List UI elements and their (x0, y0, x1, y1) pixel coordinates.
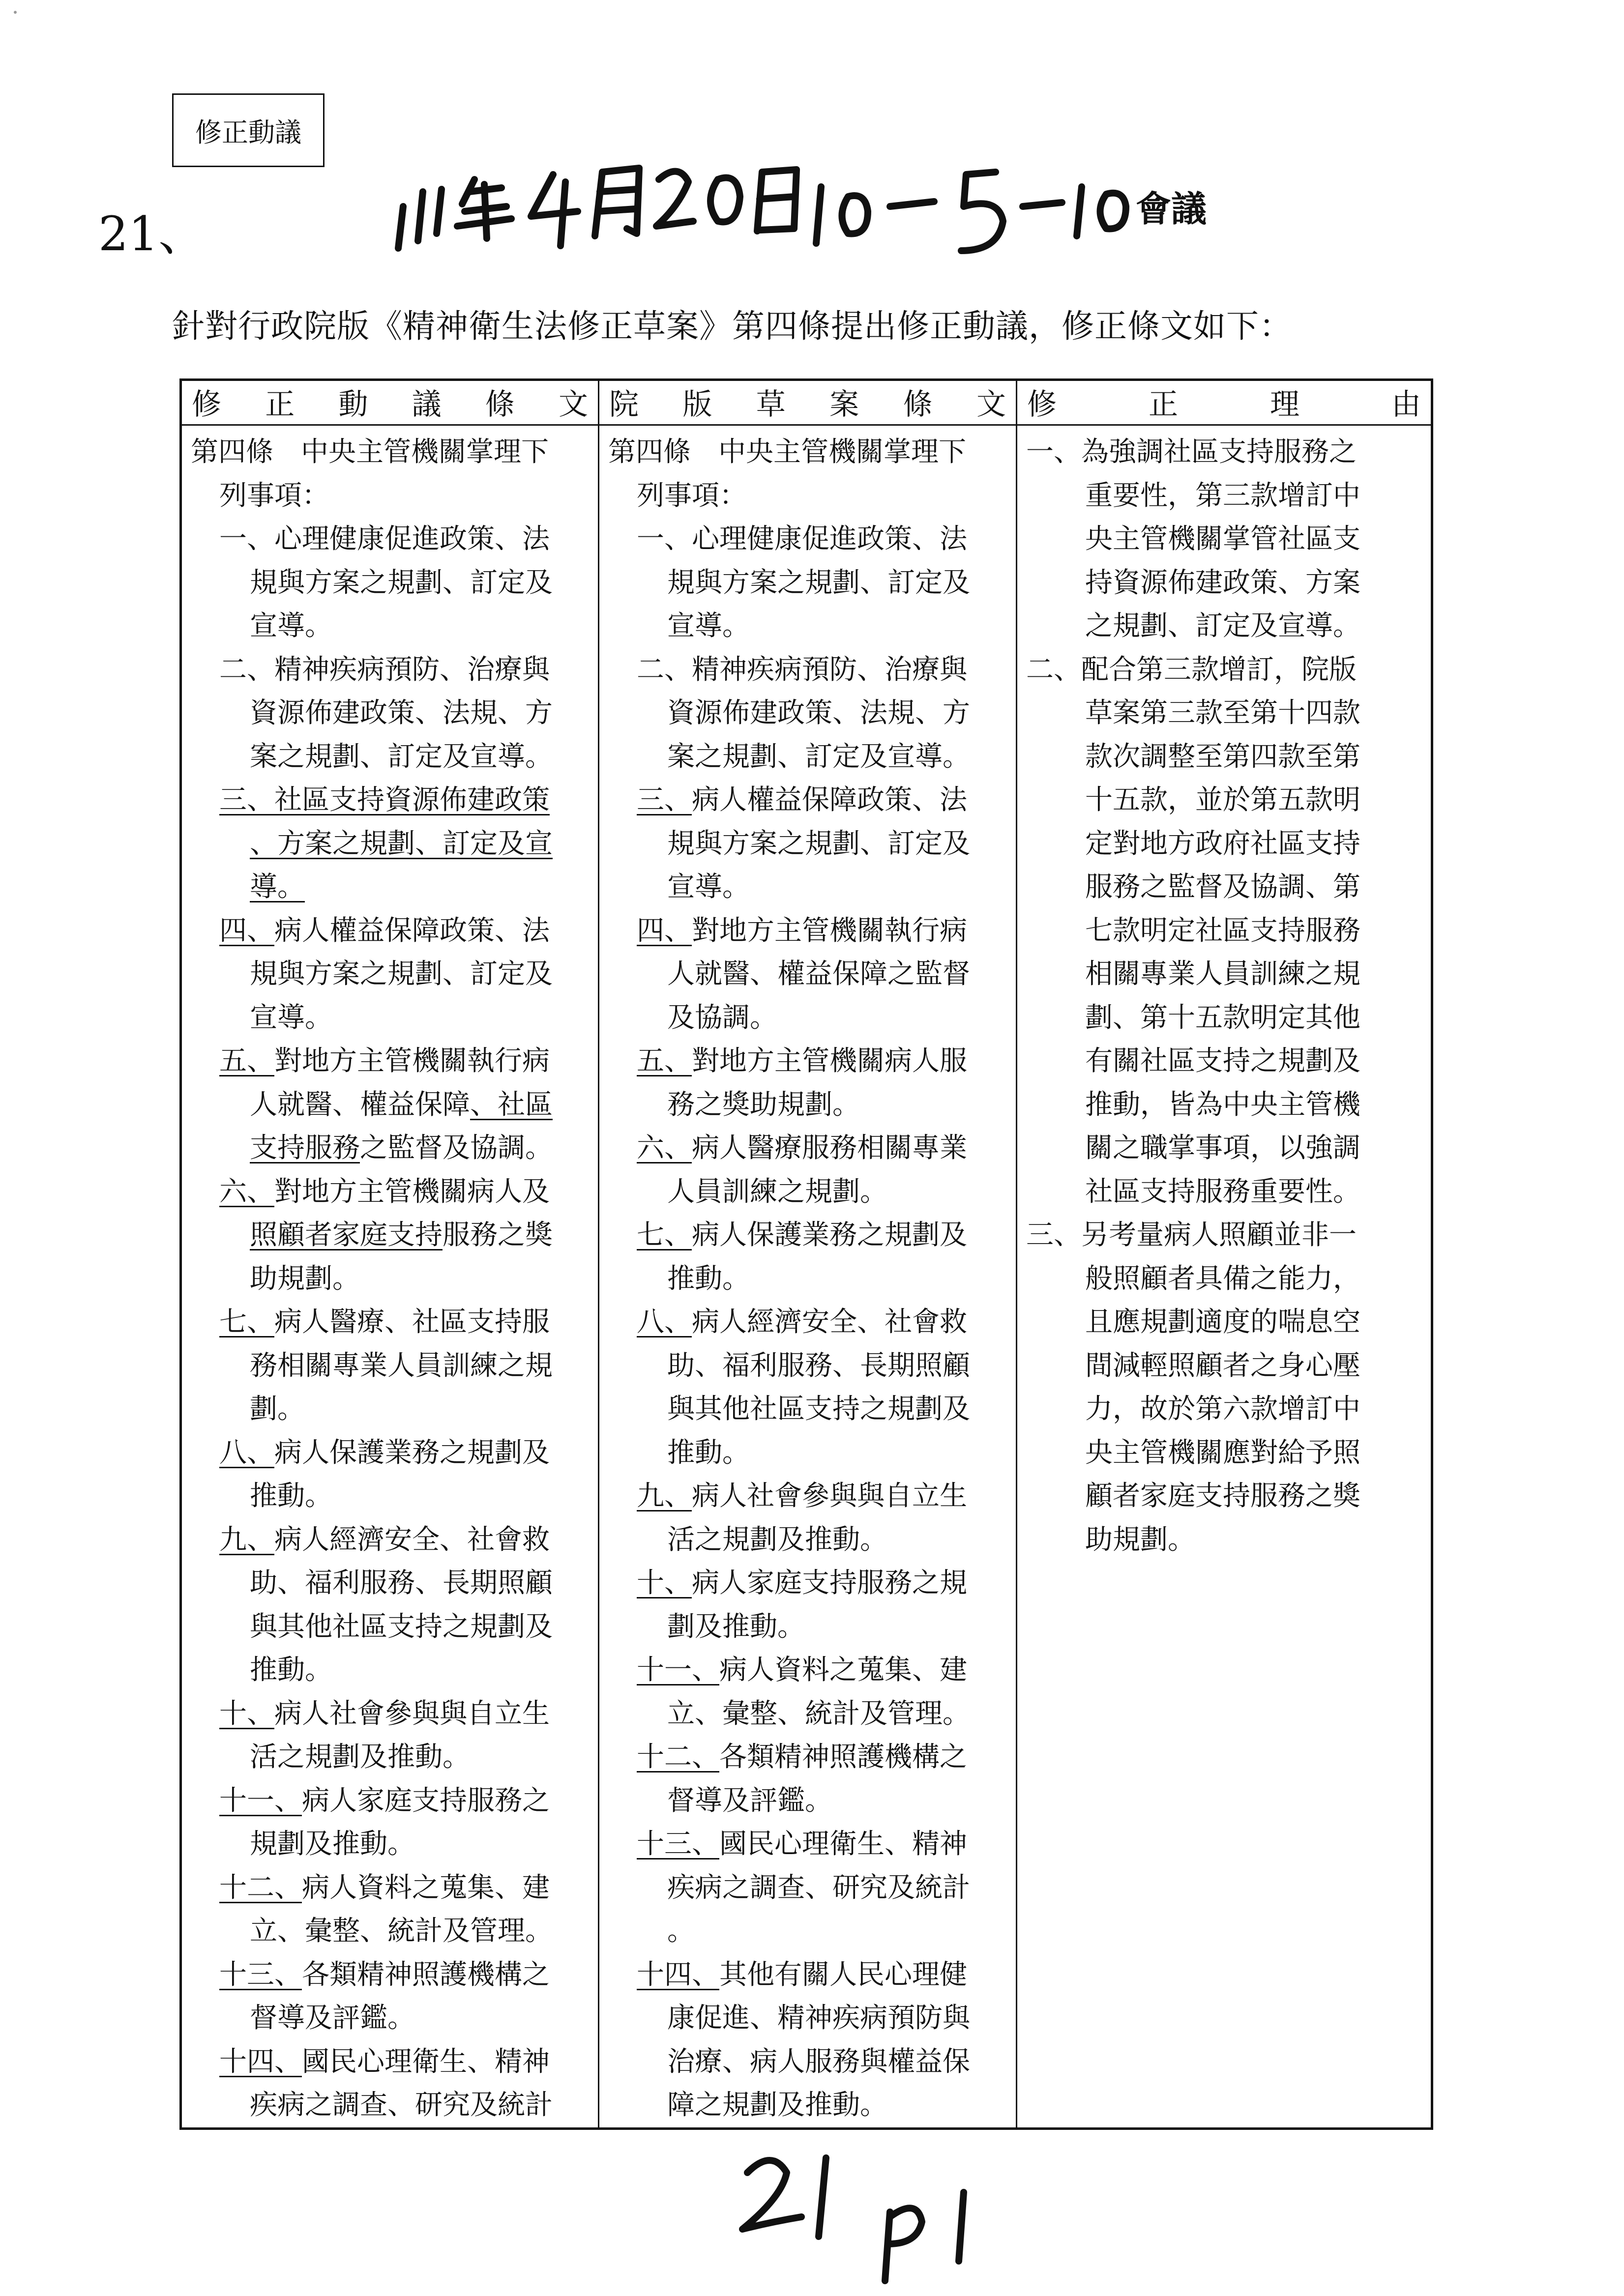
table-line: 務相關專業人員訓練之規 (250, 1349, 553, 1382)
line-text: 病人社會參與與自立生 (692, 1480, 967, 1512)
table-line: 宣導。 (250, 1001, 332, 1034)
table-line: 、方案之規劃、訂定及宣 (250, 827, 553, 860)
scan-speck (14, 11, 17, 14)
table-line (608, 1127, 1007, 1170)
header-char: 議 (412, 387, 442, 422)
header-char: 案 (829, 387, 859, 422)
line-text: 各類精神照護機構之 (302, 1958, 550, 1991)
table-line: 央主管機關掌管社區支 (1085, 523, 1360, 555)
table-line: 障之規劃及推動。 (667, 2089, 887, 2121)
table-line: 人員訓練之規劃。 (667, 1175, 887, 1208)
table-line (191, 1779, 589, 1823)
table-body-row (181, 425, 1432, 2129)
header-char: 文 (976, 387, 1006, 422)
header-char: 動 (338, 387, 368, 422)
line-text: 病人家庭支持服務之 (302, 1784, 550, 1817)
table-line: 推動。 (250, 1654, 332, 1686)
line-text: 病人資料之蒐集、建 (719, 1654, 967, 1686)
draft-text-cell (599, 425, 1017, 2129)
table-line: 立、彙整、統計及管理。 (667, 1697, 970, 1730)
underlined-text: 八、 (219, 1436, 274, 1469)
table-line: 疾病之調查、研究及統計 (250, 2089, 553, 2121)
table-line: 規與方案之規劃、訂定及 (250, 566, 553, 599)
header-char: 草 (756, 387, 786, 422)
intro-text: 針對行政院版《精神衛生法修正草案》第四條提出修正動議，修正條文如下： (172, 307, 1292, 345)
table-line: 人就醫、權益保障之監督 (667, 958, 970, 990)
underlined-text: 五、 (219, 1045, 274, 1077)
table-line: 重要性，第三款增訂中 (1085, 479, 1360, 512)
table-line: 間減輕照顧者之身心壓 (1085, 1349, 1360, 1382)
table-line: 規與方案之規劃、訂定及 (667, 566, 970, 599)
table-line: 且應規劃適度的喘息空 (1085, 1306, 1360, 1338)
line-text: 病人醫療、社區支持服 (274, 1306, 550, 1338)
underlined-text: 十四、 (637, 1958, 719, 1991)
line-text: 病人保護業務之規劃及 (692, 1219, 967, 1251)
header-char: 修 (192, 387, 221, 422)
underlined-text: 十、 (219, 1697, 274, 1730)
table-line: 般照顧者具備之能力， (1085, 1262, 1360, 1295)
table-line: 務之獎助規劃。 (667, 1088, 860, 1121)
table-line: 央主管機關應對給予照 (1085, 1436, 1360, 1469)
table-line: 資源佈建政策、法規、方 (250, 697, 553, 729)
table-line: 立、彙整、統計及管理。 (250, 1915, 553, 1947)
handwritten-page-mark (728, 2138, 1003, 2286)
line-text: 病人家庭支持服務之規 (692, 1567, 967, 1599)
table-line (608, 1562, 1007, 1605)
table-line: 督導及評鑑。 (667, 1784, 832, 1817)
table-line: 推動。 (667, 1262, 750, 1295)
underlined-text: 十三、 (219, 1958, 302, 1991)
line-text: 病人醫療服務相關專業 (692, 1132, 967, 1164)
table-line: 一、心理健康促進政策、法 (637, 523, 967, 555)
underlined-text: 七、 (219, 1306, 274, 1338)
header-reason (1017, 380, 1432, 425)
table-line: 二、配合第三款增訂，院版 (1026, 653, 1357, 686)
table-line (608, 1475, 1007, 1518)
underlined-text: 十一、 (219, 1784, 302, 1817)
table-line: 活之規劃及推動。 (250, 1741, 470, 1773)
underlined-text: 十二、 (219, 1871, 302, 1904)
underlined-text: 四、 (219, 914, 274, 947)
table-line: 社區支持服務重要性。 (1085, 1175, 1360, 1208)
reason-cell (1017, 425, 1432, 2129)
table-line: 有關社區支持之規劃及 (1085, 1045, 1360, 1077)
table-line: 規與方案之規劃、訂定及 (250, 958, 553, 990)
line-text: 對地方主管機關執行病 (692, 914, 967, 947)
table-line: 推動，皆為中央主管機 (1085, 1088, 1360, 1121)
table-line: 三、另考量病人照顧並非一 (1026, 1219, 1357, 1251)
underlined-text: 十二、 (637, 1741, 719, 1773)
line-text: 病人經濟安全、社會救 (274, 1523, 550, 1556)
table-line: 劃。 (250, 1393, 305, 1425)
table-line: 第四條 中央主管機關掌理下 (608, 436, 966, 468)
underlined-text: 支持服務 (250, 1132, 360, 1164)
table-line: 推動。 (250, 1480, 332, 1512)
table-line (608, 1301, 1007, 1344)
underlined-text: 七、 (637, 1219, 692, 1251)
table-line: 助、福利服務、長期照顧 (250, 1567, 553, 1599)
line-text: 病人經濟安全、社會救 (692, 1306, 967, 1338)
table-line: 規與方案之規劃、訂定及 (667, 827, 970, 860)
header-char: 版 (682, 387, 712, 422)
underlined-text: 九、 (219, 1523, 274, 1556)
table-line: 顧者家庭支持服務之獎 (1085, 1480, 1360, 1512)
underlined-text: 十四、 (219, 2045, 302, 2078)
line-text: 病人權益保障政策、法 (692, 784, 967, 816)
table-line: 資源佈建政策、法規、方 (667, 697, 970, 729)
header-char: 文 (558, 387, 588, 422)
header-char: 院 (609, 387, 639, 422)
handwritten-date-signature (384, 133, 1219, 261)
table-line (608, 1040, 1007, 1083)
svg-text:會議: 會議 (1136, 188, 1207, 230)
table-line: 宣導。 (667, 610, 750, 642)
table-line (608, 1823, 1007, 1866)
table-line (191, 1518, 589, 1562)
line-text: 人就醫、權益保障 (250, 1088, 470, 1121)
header-char: 理 (1270, 387, 1299, 422)
header-char: 由 (1391, 387, 1421, 422)
table-line (191, 1040, 589, 1083)
table-line: 二、精神疾病預防、治療與 (637, 653, 967, 686)
table-line: 助、福利服務、長期照顧 (667, 1349, 970, 1382)
table-line (191, 1692, 589, 1736)
underlined-text: 十一、 (637, 1654, 719, 1686)
table-line: 治療、病人服務與權益保 (667, 2045, 970, 2078)
table-line (608, 1214, 1007, 1257)
table-line: 款次調整至第四款至第 (1085, 740, 1360, 773)
table-line (191, 1301, 589, 1344)
underlined-text: 四、 (637, 914, 692, 947)
line-text: 對地方主管機關病人服 (692, 1045, 967, 1077)
line-text: 病人保護業務之規劃及 (274, 1436, 550, 1469)
table-line (608, 1649, 1007, 1692)
table-line (191, 1431, 589, 1475)
table-line: 宣導。 (250, 610, 332, 642)
header-motion-text (181, 380, 599, 425)
table-line: 草案第三款至第十四款 (1085, 697, 1360, 729)
table-line (191, 1866, 589, 1910)
table-line (191, 2040, 589, 2084)
table-line: 康促進、精神疾病預防與 (667, 2002, 970, 2034)
table-line: 服務之監督及協調、第 (1085, 871, 1360, 903)
motion-tag-label: 修正動議 (195, 116, 301, 148)
table-line (608, 779, 1007, 822)
motion-tag-box (172, 93, 325, 167)
table-line: 。 (667, 1915, 695, 1947)
motion-text-cell (181, 425, 599, 2129)
underlined-text: 、社區 (470, 1088, 553, 1121)
table-line: 劃、第十五款明定其他 (1085, 1001, 1360, 1034)
table-line: 活之規劃及推動。 (667, 1523, 887, 1556)
table-line: 疾病之調查、研究及統計 (667, 1871, 970, 1904)
table-line: 第四條 中央主管機關掌理下 (191, 436, 549, 468)
item-number: 21、 (98, 206, 206, 262)
underlined-text: 八、 (637, 1306, 692, 1338)
table-line: 及協調。 (667, 1001, 777, 1034)
table-line (608, 1953, 1007, 1997)
line-text: 對地方主管機關執行病 (274, 1045, 550, 1077)
table-line: 定對地方政府社區支持 (1085, 827, 1360, 860)
line-text: 病人資料之蒐集、建 (302, 1871, 550, 1904)
table-line: 之規劃、訂定及宣導。 (1085, 610, 1360, 642)
header-char: 修 (1027, 387, 1057, 422)
line-text: 國民心理衛生、精神 (302, 2045, 550, 2078)
underlined-text: 三、 (637, 784, 692, 816)
table-line (191, 909, 589, 953)
header-char: 條 (485, 387, 515, 422)
table-line (191, 1127, 589, 1170)
table-line (191, 1170, 589, 1214)
header-draft-text (599, 380, 1017, 425)
table-line: 督導及評鑑。 (250, 2002, 415, 2034)
line-text: 對地方主管機關病人及 (274, 1175, 550, 1208)
line-text: 各類精神照護機構之 (719, 1741, 967, 1773)
line-text: 病人社會參與與自立生 (274, 1697, 550, 1730)
table-line: 與其他社區支持之規劃及 (667, 1393, 970, 1425)
table-line: 案之規劃、訂定及宣導。 (250, 740, 553, 773)
table-line: 十五款，並於第五款明 (1085, 784, 1360, 816)
line-text: 之監督及協調。 (360, 1132, 553, 1164)
line-text: 病人權益保障政策、法 (274, 914, 550, 947)
underlined-text: 照顧者家庭支持 (250, 1219, 443, 1251)
table-line: 一、心理健康促進政策、法 (219, 523, 550, 555)
line-text: 服務之獎 (443, 1219, 553, 1251)
table-line: 列事項： (219, 479, 329, 512)
header-char: 正 (1149, 387, 1178, 422)
table-line: 助規劃。 (1085, 1523, 1195, 1556)
table-line (191, 1953, 589, 1997)
table-line: 力，故於第六款增訂中 (1085, 1393, 1360, 1425)
underlined-text: 十、 (637, 1567, 692, 1599)
table-line: 導。 (250, 871, 305, 903)
table-line: 三、社區支持資源佈建政策 (219, 784, 550, 816)
table-line: 宣導。 (667, 871, 750, 903)
underlined-text: 六、 (219, 1175, 274, 1208)
table-line: 二、精神疾病預防、治療與 (219, 653, 550, 686)
table-header-row (181, 380, 1432, 425)
table-line: 相關專業人員訓練之規 (1085, 958, 1360, 990)
table-line (191, 1214, 589, 1257)
table-line (191, 1083, 589, 1127)
underlined-text: 九、 (637, 1480, 692, 1512)
header-char: 條 (903, 387, 933, 422)
underlined-text: 五、 (637, 1045, 692, 1077)
underlined-text: 十三、 (637, 1828, 719, 1860)
table-line: 列事項： (637, 479, 747, 512)
comparison-table (179, 378, 1433, 2130)
table-line: 劃及推動。 (667, 1610, 805, 1643)
table-line: 與其他社區支持之規劃及 (250, 1610, 553, 1643)
table-line: 關之職掌事項，以強調 (1085, 1132, 1360, 1164)
table-line (608, 1736, 1007, 1779)
table-line: 案之規劃、訂定及宣導。 (667, 740, 970, 773)
table-line: 規劃及推動。 (250, 1828, 415, 1860)
line-text: 國民心理衛生、精神 (719, 1828, 967, 1860)
table-line: 助規劃。 (250, 1262, 360, 1295)
underlined-text: 六、 (637, 1132, 692, 1164)
table-line (608, 909, 1007, 953)
line-text: 其他有關人民心理健 (719, 1958, 967, 1991)
header-char: 正 (265, 387, 295, 422)
table-line: 推動。 (667, 1436, 750, 1469)
table-line: 七款明定社區支持服務 (1085, 914, 1360, 947)
table-line: 一、為強調社區支持服務之 (1026, 436, 1357, 468)
table-line: 持資源佈建政策、方案 (1085, 566, 1360, 599)
